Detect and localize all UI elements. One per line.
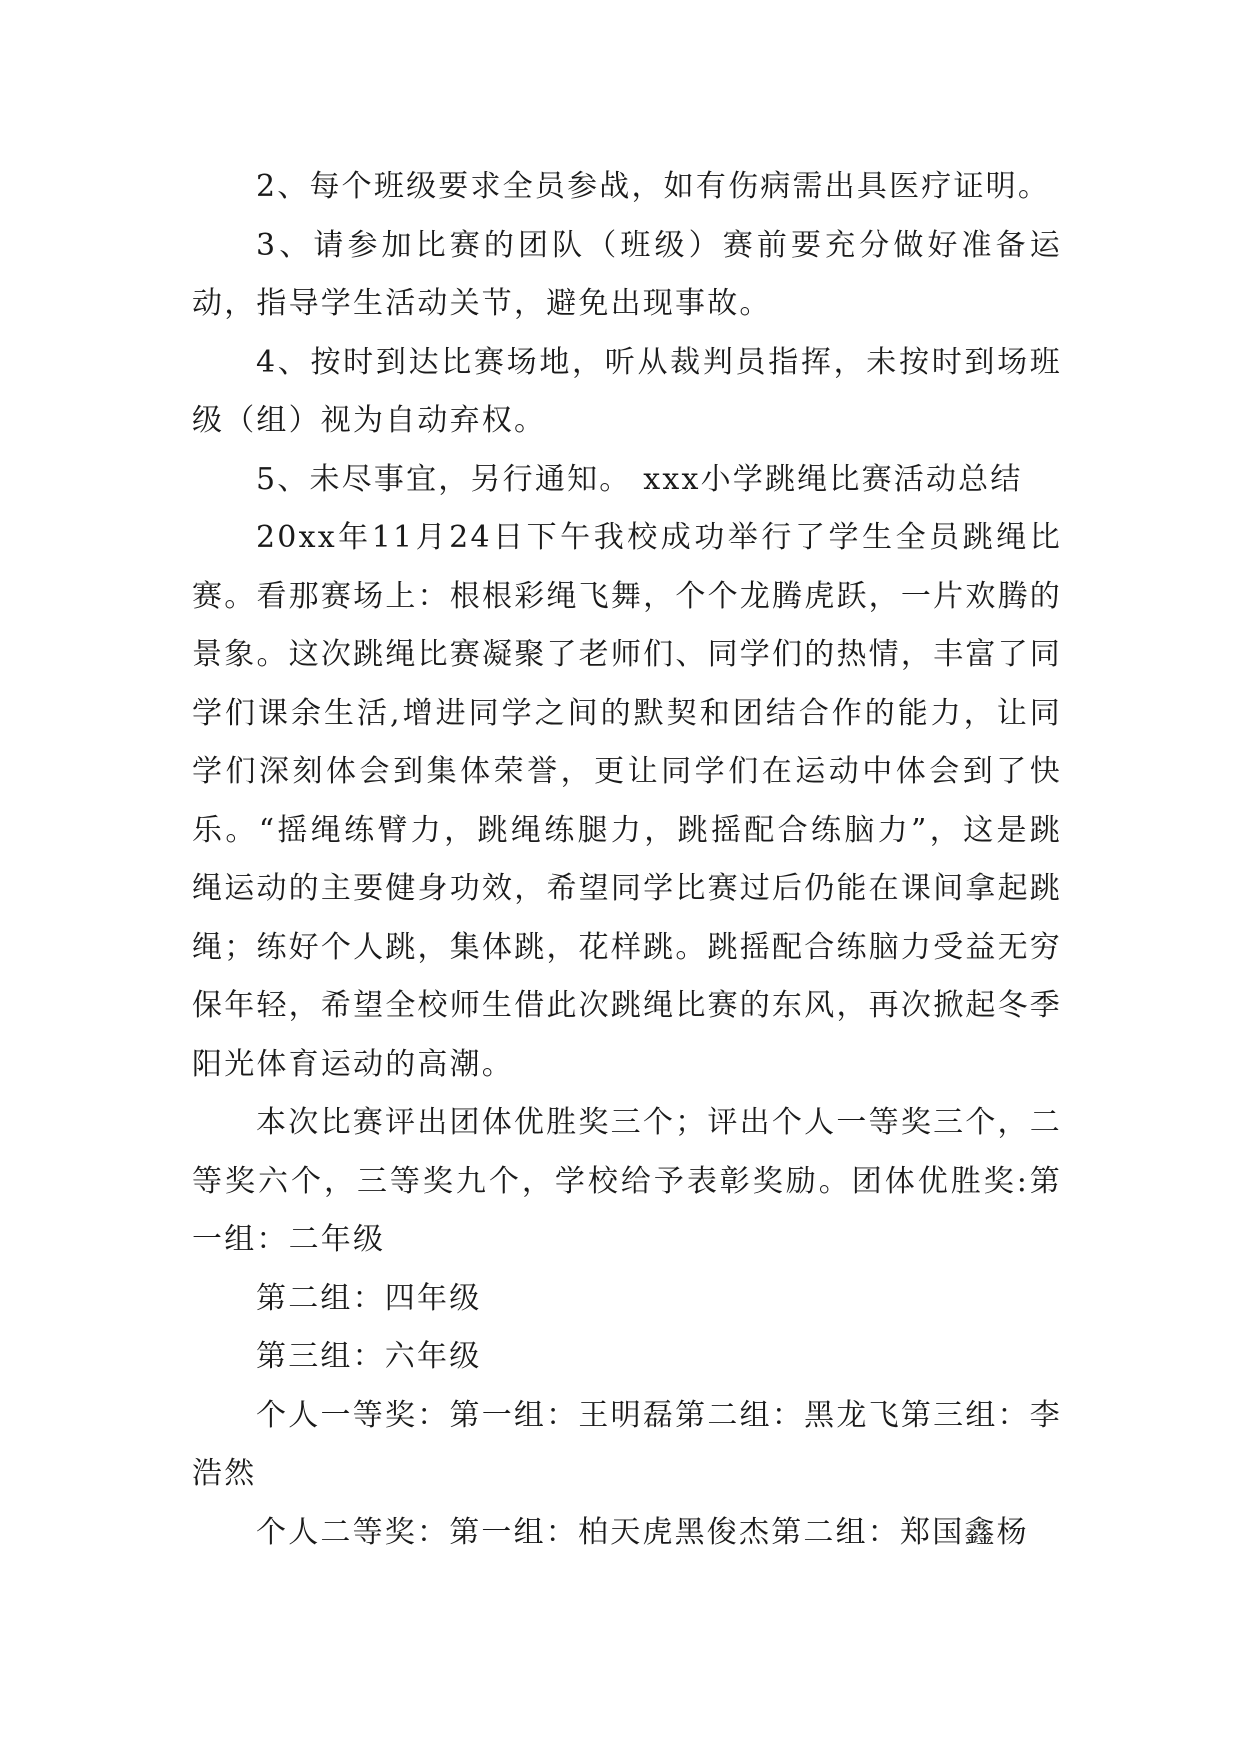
paragraph-second-prize: 个人二等奖：第一组：柏天虎黑俊杰第二组：郑国鑫杨 (256, 1514, 1029, 1550)
paragraph-summary-body: 20xx年11月24日下午我校成功举行了学生全员跳绳比赛。看那赛场上：根根彩绳飞舞，个个龙腾虎跃，一片欢腾的景象。这次跳绳比赛凝聚了老师们、同学们的热情，丰富了同学们课余生活,增进同学之间的默契和团结合作的能力，让同学们深刻体会到集体荣誉，更让同学们在运动中体会到了快乐。“摇绳练臂力，跳绳练腿力，跳摇配合练脑力”，这是跳绳运动的主要健身功效，希望同学比赛过后仍能在课间拿起跳绳；练好个人跳，集体跳，花样跳。跳摇配合练脑力受益无穷保年轻，希望全校师生借此次跳绳比赛的东风，再次掀起冬季阳光体育运动的高潮。 (192, 520, 1062, 1082)
paragraph-rule-2: 2、每个班级要求全员参战，如有伤病需出具医疗证明。 (256, 169, 1051, 204)
paragraph-rule-4: 4、按时到达比赛场地，听从裁判员指挥，未按时到场班级（组）视为自动弃权。 (192, 344, 1062, 438)
document-body (192, 158, 1062, 1562)
paragraph-group-3: 第三组：六年级 (256, 1339, 482, 1374)
paragraph-rule-3: 3、请参加比赛的团队（班级）赛前要充分做好准备运动，指导学生活动关节，避免出现事故。 (192, 227, 1062, 321)
paragraph-first-prize: 个人一等奖：第一组：王明磊第二组：黑龙飞第三组：李浩然 (192, 1397, 1062, 1491)
paragraph-awards-intro: 本次比赛评出团体优胜奖三个；评出个人一等奖三个，二等奖六个，三等奖九个，学校给予表彰奖励。团体优胜奖:第一组：二年级 (192, 1105, 1062, 1257)
paragraph-group-2: 第二组：四年级 (256, 1280, 482, 1316)
paragraph-rule-5-and-summary-title: 5、未尽事宜，另行通知。 xxx小学跳绳比赛活动总结 (256, 461, 1023, 497)
